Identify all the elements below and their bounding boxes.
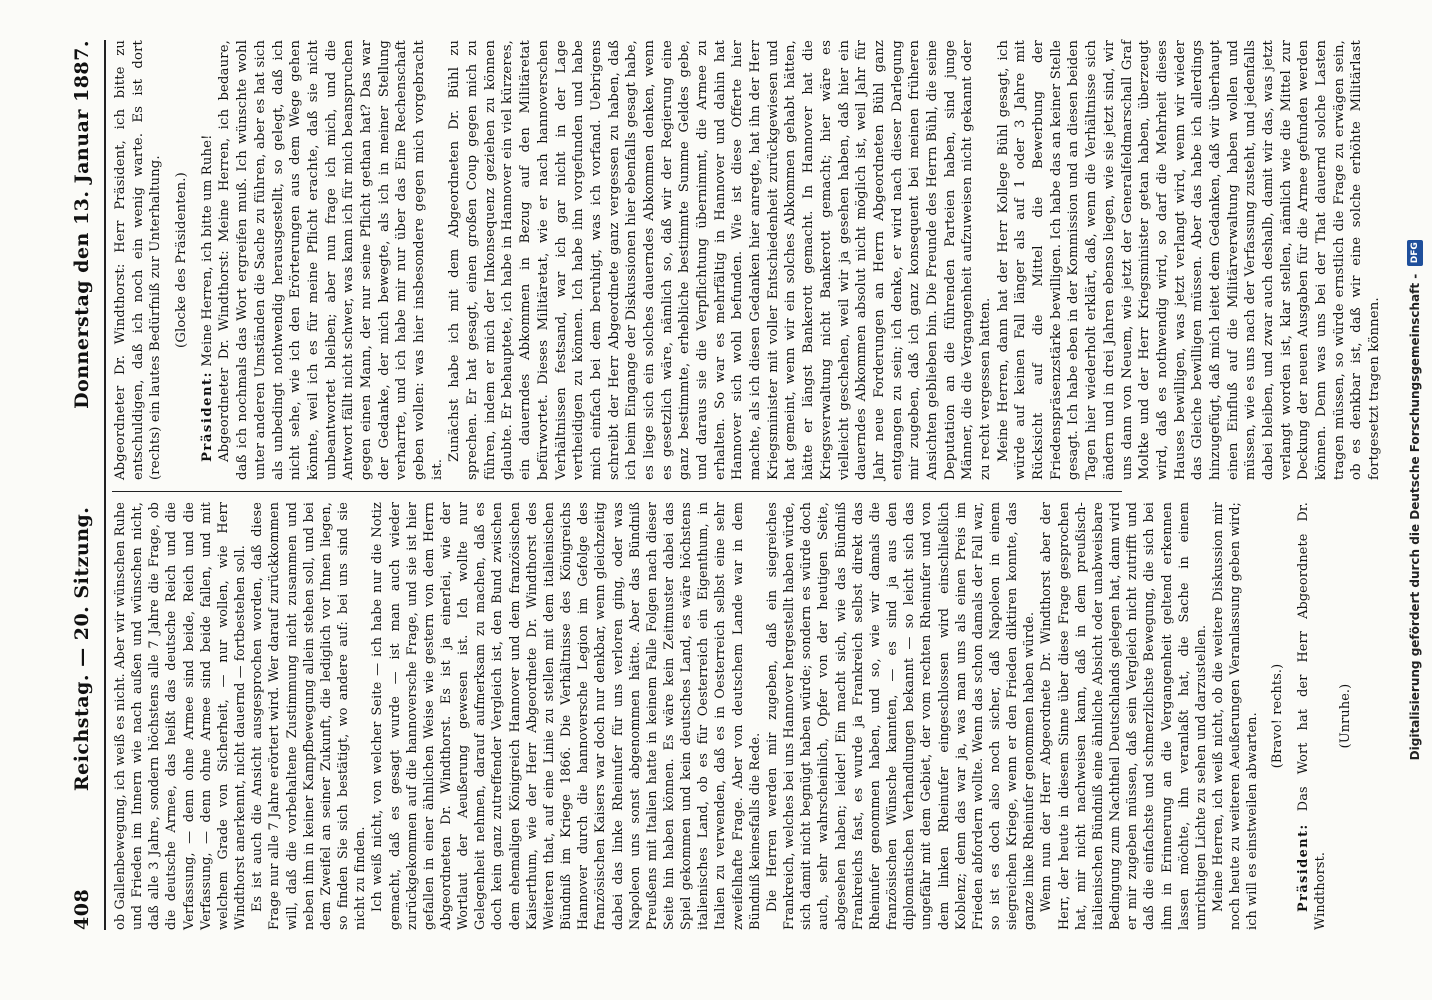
session-date: Donnerstag den 13. Januar 1887. xyxy=(71,40,93,409)
body-paragraph: Abgeordneter Dr. Windthorst: Herr Präsident, ich bitte zu entschuldigen, daß ich noch ein wenig warte. Es ist dort (rechts) ein lautes Bedürfniß zur Unterhaltung. xyxy=(113,40,164,480)
dfg-logo: DFG xyxy=(1407,240,1423,266)
body-paragraph: Abgeordneter Dr. Windthorst: Meine Herren, ich bedaure, daß ich nochmals das Wort ergreifen muß. Ich wünschte wohl unter anderen Umständen die Sache zu führen, aber es hat sich als unbedingt nothwendig herausgestellt, so gelegt, daß ich nicht sehe, wie ich den Erörterungen aus dem Wege gehen könnte, weil ich es für meine Pflicht erachte, daß sie nicht unbeantwortet bleiben; aber nun frage ich mich, und die Antwort fällt nicht schwer, was kann ich für mich beanspruchen gegen einen Mann, der nur seine Pflicht gethan hat? Das war der Gedanke, der mich bewegte, als ich in meiner Stellung verharrte, und ich habe mir nur über das Eine Rechenschaft geben wollen: was hier insbesondere gegen mich vorgebracht ist. xyxy=(217,40,445,480)
page-number: 408 xyxy=(71,888,93,930)
body-paragraph: Meine Herren, ich weiß nicht, ob die weitere Diskussion mir noch heute zu weiteren Aeußerungen Veranlassung geben wird; ich will es einstweilen abwarten. xyxy=(1211,502,1261,930)
stage-direction: (Bravo! rechts.) xyxy=(1270,663,1286,769)
right-column xyxy=(112,40,1384,480)
header-rule xyxy=(104,40,106,930)
body-paragraph: Es ist auch die Ansicht ausgesprochen worden, daß diese Frage nur alle 7 Jahre erörtert wird. Wer darauf zurückkommen will, daß die vorbehaltene Zustimmung nicht zusammen und neben ihm in keiner Kampfbewegung allein stehen soll, und bei dem Zweifel an seiner Zukunft, die lediglich vor Ihnen liegen, so finden Sie sich bestätigt, wo andere auf: bei uns sind sie nicht zu finden. xyxy=(250,502,369,930)
body-paragraph: Ich weiß nicht, von welcher Seite — ich habe nur die Notiz gemacht, daß es gesagt wurde — ist man auch wieder zurückgekommen auf die hannoversche Frage, und sie ist hier gefallen in einer ähnlichen Weise wie gestern von dem Herrn Abgeordneten Dr. Windthorst. Es ist ja einerlei, wie der Wortlaut der Aeußerung gewesen ist. Ich wollte nur Gelegenheit nehmen, darauf aufmerksam zu machen, daß es doch kein ganz zutreffender Vergleich ist, den Bund zwischen dem ehemaligen Königreich Hannover und dem französischen Kaiserthum, wie der Herr Abgeordnete Dr. Windthorst des Weiteren that, auf eine Linie zu stellen mit dem italienischen Bündniß im Kriege 1866. Die Verhältnisse des Königreichs Hannover durch die hannoversche Legion im Gefolge des französischen Kaisers war doch nur denkbar, wenn gleichzeitig dabei das linke Rheinufer für uns verloren ging, oder was Napoleon uns sonst abgenommen hätte. Aber das Bündniß Preußens mit Italien hatte in keinem Falle Folgen nach dieser Seite hin haben können. Es wäre kein Zeitmuster dabei das Spiel gekommen und kein deutsches Land, es wäre höchstens italienisches Land, ob es für Oesterreich ein Eigenthum, in Italien zu verwenden, daß es in Oesterreich selbst eine sehr zweifelhafte Frage. Aber von deutschem Lande war in dem Bündniß keinesfalls die Rede. xyxy=(370,502,763,930)
speaker-name: Präsident: xyxy=(1295,823,1311,912)
footer xyxy=(1404,0,1426,1000)
body-paragraph: Die Herren werden mir zugeben, daß ein siegreiches Frankreich, welches bei uns Hannover hergestellt haben würde, sich damit nicht begnügt haben würde; sondern es würde doch auch, sehr wahrscheinlich, Opfer von der heutigen Seite, abgesehen haben; leider! Ein macht sich, wie das Bündniß Frankreichs fast, es wurde ja Frankreich selbst direkt das Rheinufer genommen haben, und so, wie wir damals die französischen Wünsche kannten, — es sind ja aus den diplomatischen Verhandlungen bekannt — so leicht sich das ungefähr mit dem Gebiet, der vom rechten Rheinufer und von dem linken Rheinufer eingeschlossen wird einschließlich Koblenz; denn das war ja, was man uns als einen Preis im Frieden abfordern wollte. Wenn das schon damals der Fall war, so ist es doch also noch sicher, daß Napoleon in einem siegreichen Kriege, wenn er den Frieden diktiren konnte, das ganze linke Rheinufer genommen haben würde. xyxy=(764,502,1038,930)
speaker-name: Präsident: xyxy=(199,370,215,462)
speaker-text: Meine Herren, ich bitte um Ruhe! xyxy=(199,134,215,367)
footer-credit: Digitalisierung gefördert durch die Deutsche Forschungsgemeinschaft - xyxy=(1408,273,1422,761)
left-column xyxy=(112,502,1362,930)
speaker-paragraph xyxy=(1295,502,1329,930)
speaker-paragraph xyxy=(199,40,217,480)
body-paragraph: Wenn nun der Herr Abgeordnete Dr. Windthorst aber der Herr, der heute in diesem Sinne über diese Frage gesprochen hat, mir nicht nachweisen kann, daß in dem preußisch-italienischen Bündniß eine ähnliche Absicht oder unabweisbare Bedingung zum Nachtheil Deutschlands gelegen hat, dann wird er mir zugeben müssen, daß sein Vergleich nicht zutrifft und daß die einfachste und schmerzlichste Bewegung, die sich bei ihm in Erinnerung an die Vergangenheit geltend erkennen lassen möchte, ihn veranlaßt hat, die Sache in einem unrichtigen Lichte zu sehen und darzustellen. xyxy=(1039,502,1209,930)
body-paragraph: ob Gallenbewegung, ich weiß es nicht. Aber wir wünschen Ruhe und Frieden im Innern wie nach außen und wünschen nicht, daß alle 3 Jahre, sondern höchstens alle 7 Jahre die Frage, ob die deutsche Armee, das heißt das deutsche Reich und die Verfassung, — denn ohne Armee sind beide, Reich und die Verfassung, — denn ohne Armee sind beide fallen, und mit welchem Grade von Sicherheit, — nur wollen, wie Herr Windthorst anerkennt, nicht dauernd — fortbestehen soll. xyxy=(113,502,249,930)
session-title: Reichstag. — 20. Sitzung. xyxy=(71,506,93,792)
stage-direction: (Unruhe.) xyxy=(1337,683,1353,749)
stage-direction: (Glocke des Präsidenten.) xyxy=(174,172,190,348)
page-header xyxy=(62,40,102,930)
speaker-text: Das Wort hat der Herr Abgeordnete Dr. Windthorst. xyxy=(1295,501,1328,930)
body-paragraph: Meine Herren, dann hat der Herr Kollege Bühl gesagt, ich würde auf keinen Fall länger als auf 1 oder 3 Jahre mit Rücksicht auf die Mittel die Bewerbung der Friedenspräsenzstärke bewilligen. Ich habe das an keiner Stelle gesagt. Ich habe eben in der Kommission und an diesen beiden Tagen hier wiederholt erklärt, daß, wenn die Verhältnisse sich ändern und in drei Jahren ebenso liegen, wie sie jetzt sind, wir uns dann von Neuem, wie jetzt der Generalfeldmarschall Graf Moltke und der Herr Kriegsminister getan haben, überzeugt wird, daß es nothwendig wird, so darf die Mehrheit dieses Hauses bewilligen, was jetzt verlangt wird, wenn wir wieder das Gleiche bewilligen müssen. Aber das habe ich allerdings hinzugefügt, daß mich leitet dem Gedanken, daß wir überhaupt einen Einfluß auf die Militärverwaltung haben wollen und müssen, wie es uns nach der Verfassung zusteht, und jedenfalls dabei bleiben, und zwar auch deshalb, damit wir das, was jetzt verlangt worden ist, klar stellen, nämlich wie die Mittel zur Deckung der neuen Ausgaben für die Armee gefunden werden können. Denn was uns bei der That dauernd solche Lasten tragen müssen, so würde ernstlich die Frage zu erwägen sein, ob es denkbar ist, daß wir eine solche erhöhte Militärlast fortgesetzt tragen können. xyxy=(995,40,1383,480)
body-paragraph: Zunächst habe ich mit dem Abgeordneten Dr. Bühl zu sprechen. Er hat gesagt, einen großen Coup gegen mich zu führen, indem er mich der Inkonsequenz geziehen zu können glaubte. Er behauptete, ich habe in Hannover ein viel kürzeres, ein dauerndes Abkommen in Bezug auf den Militäretat befürwortet. Dieses Militäretat, wie er nach hannoverschen Verhältnissen festsand, war ich gar nicht in der Lage vertheidigen zu können. Ich habe ihn vorgefunden und habe mich einfach bei dem beruhigt, was ich vorfand. Uebrigens schreibt der Herr Abgeordnete ganz vergessen zu haben, daß ich beim Eingange der Diskussionen hier ebenfalls gesagt habe, es liege sich ein solches dauerndes Abkommen denken, wenn es gesetzlich wäre, nämlich so, daß wir der Regierung eine ganz bestimmte, erhebliche bestimmte Summe Geldes gebe, und daraus sie die Verpflichtung übernimmt, die Armee zu erhalten. So war es mehrfältig in Hannover und dahin hat Hannover sich wohl befunden. Wie ist diese Offerte hier machte, als ich diesen Gedanken hier anregte, hat ihn der Herr Kriegsminister mit voller Entschiedenheit zurückgewiesen und hat gemeint, wenn wir ein solches Abkommen gehabt hätten, hätte er längst Bankerott gemacht. In Hannover hat die Kriegsverwaltung nicht Bankerott gemacht; hier wäre es vielleicht geschehen, weil wir ja gesehen haben, daß hier ein dauerndes Abkommen absolut nicht möglich ist, weil Jahr für Jahr neue Forderungen an Herrn Abgeordneten Bühl ganz entgangen zu sein; ich denke, er wird nach dieser Darlegung mir zugeben, daß ich ganz konsequent bei meinen früheren Ansichten geblieben bin. Die Freunde des Herrn Bühl, die seine Deputation an die führenden Parteien haben, sind junge Männer, die die Vergangenheit aufzuweisen nicht gekannt oder zu recht vergessen hatten. xyxy=(447,40,993,480)
column-divider xyxy=(112,491,1122,492)
